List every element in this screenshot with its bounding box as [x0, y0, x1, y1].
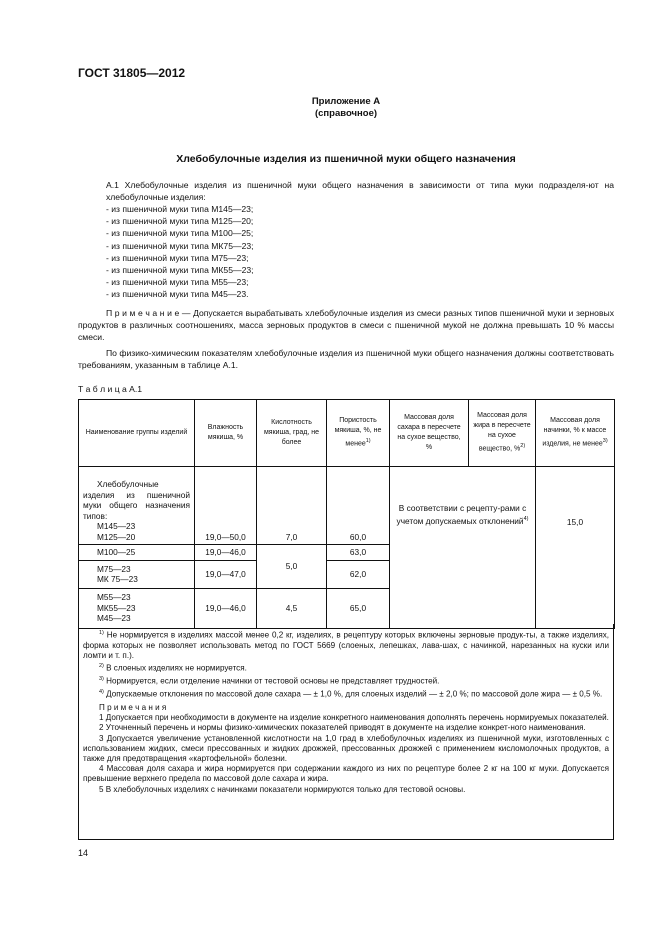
annex-subtitle: (справочное)	[314, 108, 378, 119]
intro-paragraph	[106, 179, 614, 203]
note-item: 4 Массовая доля сахара и жира нормируется при содержании каждого из них по рецептуре более 2 кг на 100 кг муки. Допускается превышение верхнего предела по массовой доле сахара и жира.	[83, 764, 609, 784]
table-footnotes	[78, 624, 614, 840]
flour-type-list	[106, 203, 254, 301]
header-moisture: Влажность мякиша, %	[195, 400, 257, 467]
list-item: - из пшеничной муки типа М145—23;	[106, 204, 254, 214]
standard-header: ГОСТ 31805—2012	[78, 66, 186, 80]
requirements-paragraph: По физико-химическим показателям хлебобулочные изделия из пшеничной муки общего назначения должны соответствовать требованиям, указанным в таблице А.1.	[78, 348, 614, 371]
moisture-value: 19,0—47,0	[195, 560, 257, 588]
list-item: - из пшеничной муки типа М100—25;	[106, 228, 254, 239]
note-item: 5 В хлебобулочных изделиях с начинками показатели нормируются только для тестовой основы.	[99, 784, 466, 794]
porosity-value: 65,0	[327, 588, 390, 628]
list-item: - из пшеничной муки типа М75—23;	[106, 252, 249, 263]
note-label: П р и м е ч а н и е	[106, 308, 180, 318]
list-item: - из пшеничной муки типа М45—23.	[106, 289, 249, 300]
header-acidity: Кислотность мякиша, град, не более	[257, 400, 327, 467]
note-item: 3 Допускается увеличение установленной кислотности на 1,0 град в хлебобулочных изделиях из пшеничной муки, изготовленных с использованием жидких, смеси прессованных и жидких дрожжей, прессованных дрожжей с применением кисломолочных продуктов, а также для предотвращения «картофельной» болезни.	[83, 733, 609, 763]
header-fat: Массовая доля жира в пересчете на сухое вещество, %$^{2)}$	[469, 400, 536, 467]
note-item: 1 Допускается при необходимости в документе на изделие конкретного наименования дополнять перечень нормируемых показателей.	[99, 713, 609, 723]
row-group-name: Хлебобулочные изделия из пшеничной муки общего назначения типов: М145—23 М125—20	[79, 467, 195, 545]
row-name: М100—25	[79, 545, 195, 561]
intro-text: А.1 Хлебобулочные изделия из пшеничной муки общего назначения в зависимости от типа муки подразделя-ют на хлебобулочные изделия:	[106, 180, 614, 203]
footnote: $^{1)}$ Не нормируется в изделиях массой менее 0,2 кг, изделиях, в рецептуру которых включены зерновые продук-ты, а также изделиях, форма которых не позволяет использовать метод по ГОСТ 5669 (слоеных, лепешках, лава-шах, с начинкой, нарезанных на куски или ломти и т. п.).	[83, 630, 609, 661]
note-paragraph	[78, 307, 614, 344]
acidity-value: 4,5	[257, 588, 327, 628]
filling-value: 15,0	[536, 467, 615, 629]
physico-chemical-table	[78, 399, 615, 629]
acidity-value: 5,0	[257, 545, 327, 589]
footnote: $^{3)}$ Нормируется, если отделение начинки от тестовой основы не представляет трудностей.	[99, 676, 440, 686]
acidity-value: 7,0	[257, 467, 327, 545]
porosity-value: 60,0	[327, 467, 390, 545]
moisture-value: 19,0—50,0	[195, 467, 257, 545]
header-porosity: Пористость мякиша, %, не менее$^{1)}$	[327, 400, 390, 467]
header-name: Наименование группы изделий	[79, 400, 195, 467]
list-item: - из пшеничной муки типа МК55—23;	[106, 265, 254, 276]
row-name: М55—23 МК55—23 М45—23	[79, 588, 195, 628]
annex-title: Приложение А	[311, 96, 381, 107]
table-row	[79, 467, 615, 545]
row-name: М75—23 МК 75—23	[79, 560, 195, 588]
footnote: $^{4)}$ Допускаемые отклонения по массовой доле сахара — ± 1,0 %, для слоеных изделий — ± 2,0 %; по массовой доле жира — ± 0,5 %.	[99, 689, 603, 699]
porosity-value: 62,0	[327, 560, 390, 588]
footnote: $^{2)}$ В слоеных изделиях не нормируется.	[99, 663, 247, 673]
moisture-value: 19,0—46,0	[195, 588, 257, 628]
list-item: - из пшеничной муки типа М55—23;	[106, 277, 249, 288]
table-header-row	[79, 400, 615, 467]
porosity-value: 63,0	[327, 545, 390, 561]
note-item: 2 Уточненный перечень и нормы физико-химических показателей приводят в документе на изделие конкрет-ного наименования.	[99, 723, 586, 733]
page-number: 14	[78, 848, 89, 858]
note-text: — Допускается вырабатывать хлебобулочные изделия из смеси разных типов пшеничной муки и зерновых продуктов в различных соотношениях, масса зерновых продуктов в смеси с пшеничной мукой не должна превышать 10 % массы смеси.	[78, 308, 614, 343]
table-caption: Т а б л и ц а А.1	[78, 384, 143, 394]
sugar-fat-value: В соответствии с рецепту-рами с учетом допускаемых отклонений$^{4)}$	[390, 467, 536, 629]
moisture-value: 19,0—46,0	[195, 545, 257, 561]
header-filling: Массовая доля начинки, % к массе изделия, не менее$^{3)}$	[536, 400, 615, 467]
list-item: - из пшеничной муки типа МК75—23;	[106, 240, 254, 251]
header-sugar: Массовая доля сахара в пересчете на сухое вещество, %	[390, 400, 469, 467]
section-title: Хлебобулочные изделия из пшеничной муки общего назначения	[176, 153, 516, 165]
list-item: - из пшеничной муки типа М125—20;	[106, 216, 254, 227]
notes-title: П р и м е ч а н и я	[99, 702, 167, 712]
